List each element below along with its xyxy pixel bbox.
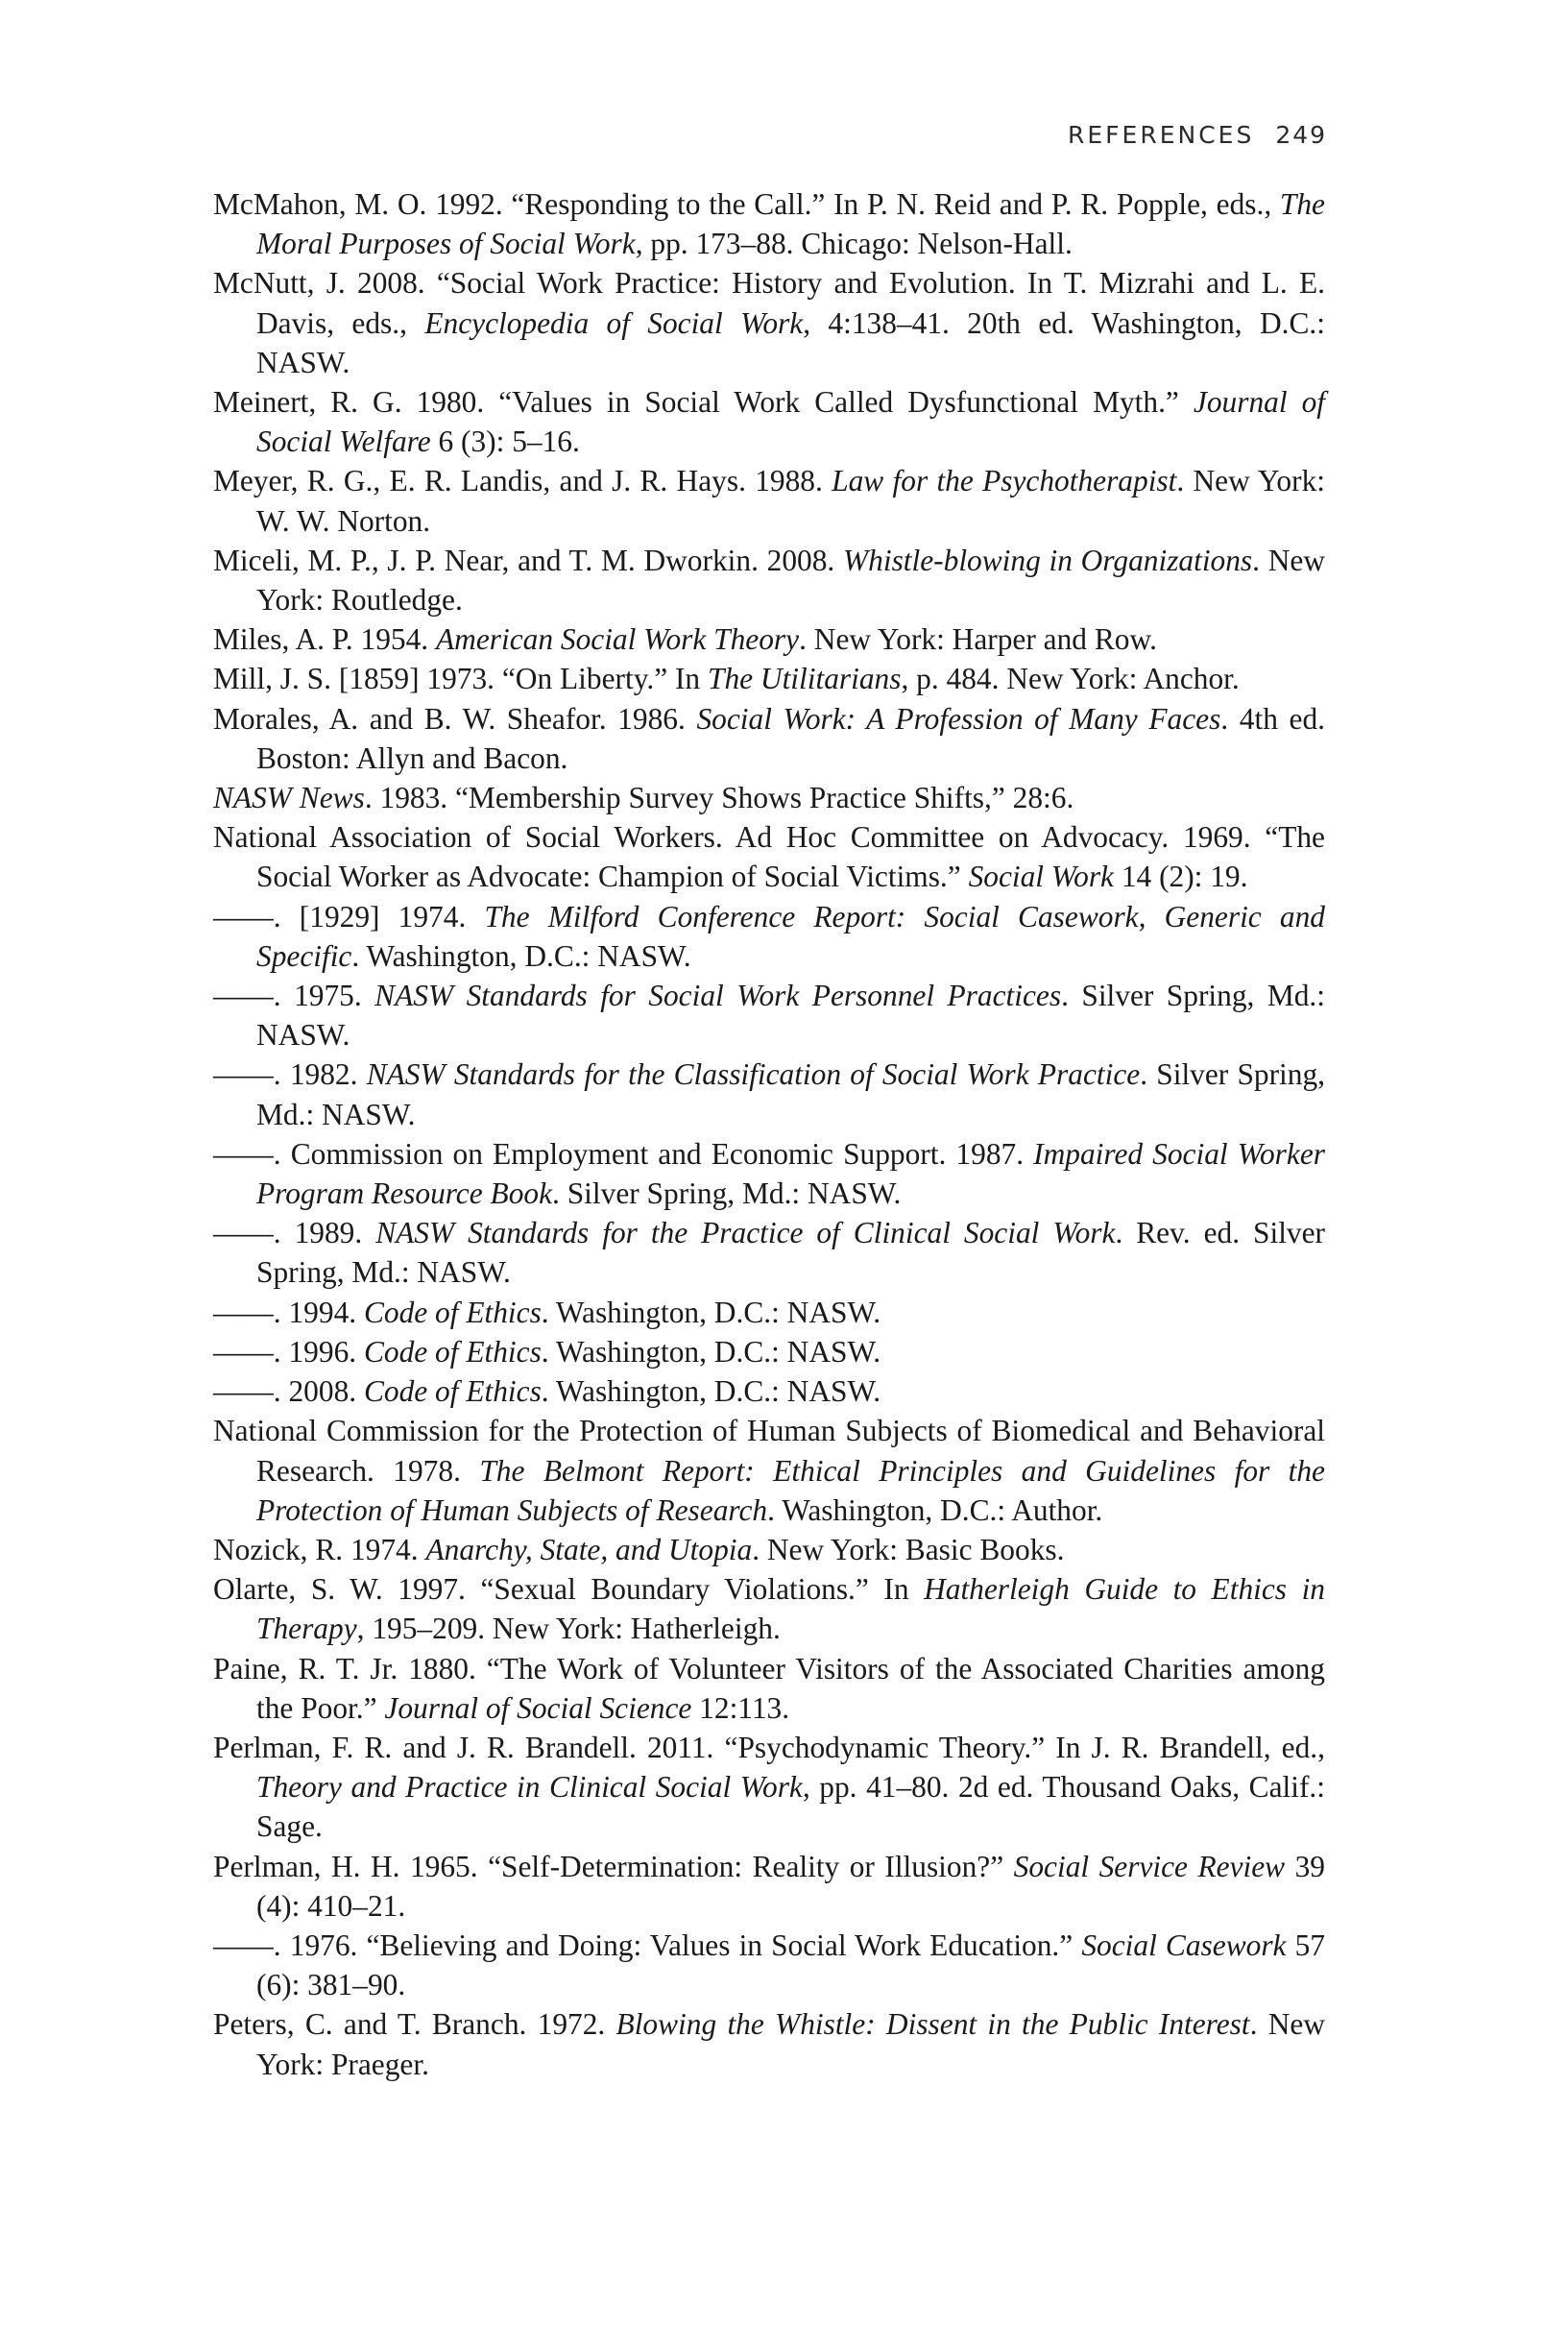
reference-entry — [213, 382, 1325, 461]
reference-text: . New York: W. W. Norton. — [256, 464, 1325, 538]
reference-text: ——. 1994. — [213, 1295, 364, 1329]
reference-text: , 195–209. New York: Hatherleigh. — [356, 1612, 781, 1646]
reference-text: Meinert, R. G. 1980. “Values in Social Work Called Dysfunctional Myth.” — [213, 385, 1194, 420]
reference-text: . Washington, D.C.: NASW. — [541, 1334, 881, 1369]
reference-text: Mill, J. S. [1859] 1973. “On Liberty.” In — [213, 662, 708, 696]
reference-text: . New York: Praeger. — [256, 2007, 1325, 2081]
reference-text: , pp. 173–88. Chicago: Nelson-Hall. — [635, 227, 1073, 261]
reference-title: Code of Ethics — [363, 1374, 542, 1409]
running-head — [1068, 121, 1327, 149]
reference-text: 14 (2): 19. — [1113, 860, 1248, 894]
reference-text: 6 (3): 5–16. — [430, 424, 580, 459]
reference-title: NASW Standards for the Practice of Clinical Social Work — [375, 1216, 1116, 1250]
reference-text: Meyer, R. G., E. R. Landis, and J. R. Hays. 1988. — [213, 464, 832, 498]
reference-title: The Belmont Report: Ethical Principles and Guidelines for the Protection of Human Subjects of Research — [256, 1453, 1325, 1527]
reference-text: Miceli, M. P., J. P. Near, and T. M. Dworkin. 2008. — [213, 543, 844, 577]
reference-text: . New York: Harper and Row. — [799, 622, 1157, 657]
reference-text: ——. 1996. — [213, 1334, 364, 1369]
reference-text: , pp. 41–80. 2d ed. Thousand Oaks, Calif.: Sage. — [256, 1770, 1326, 1844]
reference-entry — [213, 1411, 1325, 1530]
reference-text: 39 (4): 410–21. — [256, 1849, 1325, 1923]
reference-text: Paine, R. T. Jr. 1880. “The Work of Volunteer Visitors of the Associated Charities among the Poor.” — [213, 1651, 1325, 1725]
reference-text: 12:113. — [691, 1690, 790, 1725]
reference-text: 57 (6): 381–90. — [256, 1928, 1325, 2002]
reference-title: Social Work — [968, 860, 1114, 894]
reference-text: Nozick, R. 1974. — [213, 1532, 426, 1566]
reference-text: Perlman, F. R. and J. R. Brandell. 2011. “Psychodynamic Theory.” In J. R. Brandell, ed., — [213, 1730, 1325, 1764]
reference-text: . Washington, D.C.: NASW. — [541, 1295, 881, 1329]
reference-entry — [213, 1055, 1325, 1133]
reference-entry — [213, 541, 1325, 619]
reference-text: Perlman, H. H. 1965. “Self-Determination: Reality or Illusion?” — [213, 1849, 1014, 1883]
reference-entry — [213, 1134, 1325, 1213]
reference-text: Miles, A. P. 1954. — [213, 622, 436, 657]
reference-text: Morales, A. and B. W. Sheafor. 1986. — [213, 701, 697, 736]
reference-entry — [213, 1728, 1325, 1847]
reference-text: McMahon, M. O. 1992. “Responding to the Call.” In P. N. Reid and P. R. Popple, eds., — [213, 187, 1280, 221]
reference-title: Whistle-blowing in Organizations — [843, 543, 1253, 577]
reference-title: Journal of Social Science — [384, 1690, 692, 1725]
reference-entry — [213, 461, 1325, 540]
reference-title: Journal of Social Welfare — [256, 385, 1325, 459]
reference-text: ——. Commission on Employment and Economic Support. 1987. — [213, 1136, 1034, 1171]
reference-text: . Washington, D.C.: Author. — [767, 1492, 1103, 1527]
section-title: REFERENCES — [1068, 121, 1255, 149]
reference-text: ——. [1929] 1974. — [213, 899, 485, 934]
reference-text: . New York: Routledge. — [256, 543, 1326, 618]
reference-text: . Silver Spring, Md.: NASW. — [256, 979, 1326, 1053]
reference-text: . Washington, D.C.: NASW. — [541, 1374, 881, 1409]
reference-title: Hatherleigh Guide to Ethics in Therapy — [256, 1572, 1325, 1646]
reference-title: NASW News — [213, 781, 365, 815]
reference-title: Encyclopedia of Social Work — [424, 305, 804, 340]
reference-title: American Social Work Theory — [435, 622, 800, 657]
reference-text: , p. 484. New York: Anchor. — [901, 662, 1240, 696]
reference-entry — [213, 699, 1325, 778]
reference-entry — [213, 1926, 1325, 2004]
reference-title: Law for the Psychotherapist — [832, 464, 1177, 498]
reference-text: McNutt, J. 2008. “Social Work Practice: History and Evolution. In T. Mizrahi and L. E. Davis, eds., — [213, 266, 1325, 340]
reference-title: NASW Standards for the Classification of Social Work Practice — [366, 1057, 1141, 1092]
reference-entry — [213, 1649, 1325, 1728]
reference-entry — [213, 778, 1325, 817]
reference-entry — [213, 619, 1325, 659]
reference-text: . Silver Spring, Md.: NASW. — [256, 1057, 1326, 1131]
reference-title: NASW Standards for Social Work Personnel Practices — [374, 979, 1062, 1013]
reference-title: The Utilitarians — [707, 662, 902, 696]
reference-title: Social Casework — [1081, 1928, 1287, 1962]
reference-text: Peters, C. and T. Branch. 1972. — [213, 2007, 616, 2042]
reference-title: Code of Ethics — [363, 1295, 542, 1329]
reference-text: . 4th ed. Boston: Allyn and Bacon. — [256, 701, 1326, 775]
reference-entry — [213, 976, 1325, 1055]
reference-title: The Milford Conference Report: Social Casework, Generic and Specific — [256, 899, 1325, 973]
reference-entry — [213, 659, 1325, 698]
reference-text: . 1983. “Membership Survey Shows Practice Shifts,” 28:6. — [364, 781, 1074, 815]
reference-entry — [213, 1332, 1325, 1371]
reference-text: . New York: Basic Books. — [752, 1532, 1065, 1566]
reference-entry — [213, 897, 1325, 976]
reference-text: . Washington, D.C.: NASW. — [351, 938, 691, 973]
reference-entry — [213, 1371, 1325, 1411]
reference-entry — [213, 184, 1325, 263]
reference-entry — [213, 2004, 1325, 2083]
reference-title: Anarchy, State, and Utopia — [425, 1532, 753, 1566]
reference-text: ——. 1975. — [213, 979, 375, 1013]
reference-text: , 4:138–41. 20th ed. Washington, D.C.: NASW. — [256, 305, 1326, 379]
reference-title: Impaired Social Worker Program Resource Book — [256, 1136, 1325, 1211]
reference-text: . Silver Spring, Md.: NASW. — [552, 1176, 902, 1211]
reference-entry — [213, 1569, 1325, 1648]
reference-title: Blowing the Whistle: Dissent in the Public Interest — [615, 2007, 1250, 2042]
reference-title: Social Service Review — [1013, 1849, 1286, 1883]
reference-entry — [213, 817, 1325, 896]
reference-text: ——. 1982. — [213, 1057, 367, 1092]
reference-text: ——. 1976. “Believing and Doing: Values in Social Work Education.” — [213, 1928, 1082, 1962]
reference-entry — [213, 263, 1325, 382]
reference-text: ——. 2008. — [213, 1374, 364, 1409]
reference-entry — [213, 1293, 1325, 1332]
reference-text: Olarte, S. W. 1997. “Sexual Boundary Violations.” In — [213, 1572, 925, 1607]
reference-entry — [213, 1213, 1325, 1292]
reference-title: The Moral Purposes of Social Work — [256, 187, 1325, 261]
reference-list — [213, 184, 1325, 2084]
reference-entry — [213, 1530, 1325, 1569]
reference-title: Code of Ethics — [363, 1334, 542, 1369]
reference-title: Social Work: A Profession of Many Faces — [696, 701, 1221, 736]
reference-entry — [213, 1847, 1325, 1926]
page-number: 249 — [1275, 121, 1328, 149]
reference-text: National Commission for the Protection of Human Subjects of Biomedical and Behavioral Research. 1978. — [213, 1414, 1325, 1488]
reference-title: Theory and Practice in Clinical Social Work — [256, 1770, 803, 1805]
reference-text: National Association of Social Workers. Ad Hoc Committee on Advocacy. 1969. “The Social Worker as Advocate: Champion of Social Victims.” — [213, 820, 1325, 894]
reference-text: ——. 1989. — [213, 1216, 376, 1250]
reference-text: . Rev. ed. Silver Spring, Md.: NASW. — [256, 1216, 1325, 1290]
